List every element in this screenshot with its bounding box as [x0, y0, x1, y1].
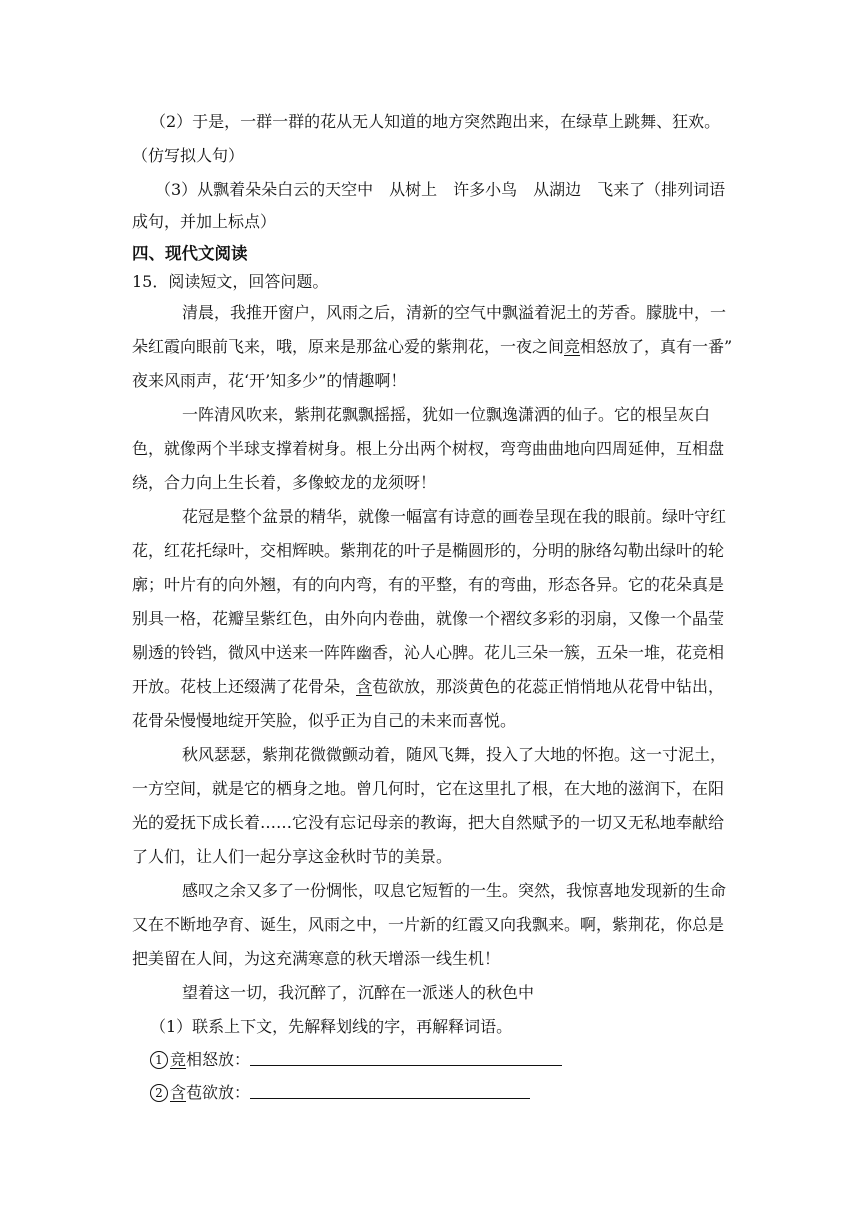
q15-intro: 15．阅读短文，回答问题。	[132, 272, 329, 291]
q14-item2: （2）于是，一群一群的花从无人知道的地方突然跑出来，在绿草上跳舞、狂欢。	[150, 112, 721, 131]
p2-line2: 色，就像两个半球支撑着树身。根上分出两个树杈，弯弯曲曲地向四周延伸，互相盘	[132, 439, 725, 458]
p3-line1: 花冠是整个盆景的精华，就像一幅富有诗意的画卷呈现在我的眼前。绿叶守红	[182, 507, 727, 526]
p4-line1: 秋风瑟瑟，紫荆花微微颤动着，随风飞舞，投入了大地的怀抱。这一寸泥土，	[182, 745, 727, 764]
underlined-char: 竞	[170, 1050, 187, 1069]
p1-line2: 朵红霞向眼前飞来，哦，原来是那盆心爱的紫荆花，一夜之间竞相怒放了，真有一番”	[132, 337, 733, 356]
p4-line3: 光的爱抚下成长着……它没有忘记母亲的教诲，把大自然赋予的一切又无私地奉献给	[132, 813, 725, 832]
underlined-char-han: 含	[356, 677, 373, 696]
section-title: 四、现代文阅读	[132, 244, 248, 263]
p5-line2: 又在不断地孕育、诞生，风雨之中，一片新的红霞又向我飘来。啊，紫荆花，你总是	[132, 915, 725, 934]
p2-line1: 一阵清风吹来，紫荆花飘飘摇摇，犹如一位飘逸潇洒的仙子。它的根呈灰白	[182, 405, 711, 424]
p3-line3: 廓；叶片有的向外翘，有的向内弯，有的平整，有的弯曲，形态各异。它的花朵真是	[132, 575, 725, 594]
p1-line1: 清晨，我推开窗户，风雨之后，清新的空气中飘溢着泥土的芳香。朦胧中，一	[182, 303, 727, 322]
q14-item2-note: （仿写拟人句）	[132, 146, 245, 165]
p3-line4: 别具一格，花瓣呈紫红色，由外向内卷曲，就像一个褶纹多彩的羽扇，又像一个晶莹	[132, 609, 725, 628]
underlined-char-jing: 竞	[564, 337, 581, 356]
p5-line3: 把美留在人间，为这充满寒意的秋天增添一线生机！	[132, 949, 501, 968]
p3-line5: 剔透的铃铛，微风中送来一阵阵幽香，沁人心脾。花儿三朵一簇，五朵一堆，花竞相	[132, 643, 725, 662]
p3-line7: 花骨朵慢慢地绽开笑脸，似乎正为自己的未来而喜悦。	[132, 711, 517, 730]
circled-number: 1	[150, 1051, 168, 1069]
p5-line1: 感叹之余又多了一份惆怅，叹息它短暂的一生。突然，我惊喜地发现新的生命	[182, 881, 727, 900]
p6-line1: 望着这一切，我沉醉了，沉醉在一派迷人的秋色中	[182, 983, 535, 1002]
answer-item-2: 2 含苞欲放：	[150, 1083, 250, 1103]
answer-item-1: 1 竞相怒放：	[150, 1050, 250, 1070]
underlined-char: 含	[170, 1083, 187, 1102]
answer-blank-1[interactable]	[250, 1065, 562, 1066]
p4-line4: 了人们，让人们一起分享这金秋时节的美景。	[132, 847, 453, 866]
answer-blank-2[interactable]	[250, 1098, 530, 1099]
q14-item3: （3）从飘着朵朵白云的天空中 从树上 许多小鸟 从湖边 飞来了（排列词语	[155, 180, 726, 199]
p1-line3: 夜来风雨声，花‘开’知多少”的情趣啊！	[132, 371, 407, 390]
p3-line6: 开放。花枝上还缀满了花骨朵，含苞欲放，那淡黄色的花蕊正悄悄地从花骨中钻出，	[132, 677, 725, 696]
p2-line3: 绕，合力向上生长着，多像蛟龙的龙须呀！	[132, 473, 437, 492]
p3-line2: 花，红花托绿叶，交相辉映。紫荆花的叶子是椭圆形的，分明的脉络勾勒出绿叶的轮	[132, 541, 725, 560]
sub-question-1: （1）联系上下文，先解释划线的字，再解释词语。	[150, 1017, 513, 1036]
q14-item3-cont: 成句，并加上标点）	[132, 212, 277, 231]
p4-line2: 一方空间，就是它的栖身之地。曾几何时，它在这里扎了根，在大地的滋润下，在阳	[132, 779, 725, 798]
circled-number: 2	[150, 1084, 168, 1102]
